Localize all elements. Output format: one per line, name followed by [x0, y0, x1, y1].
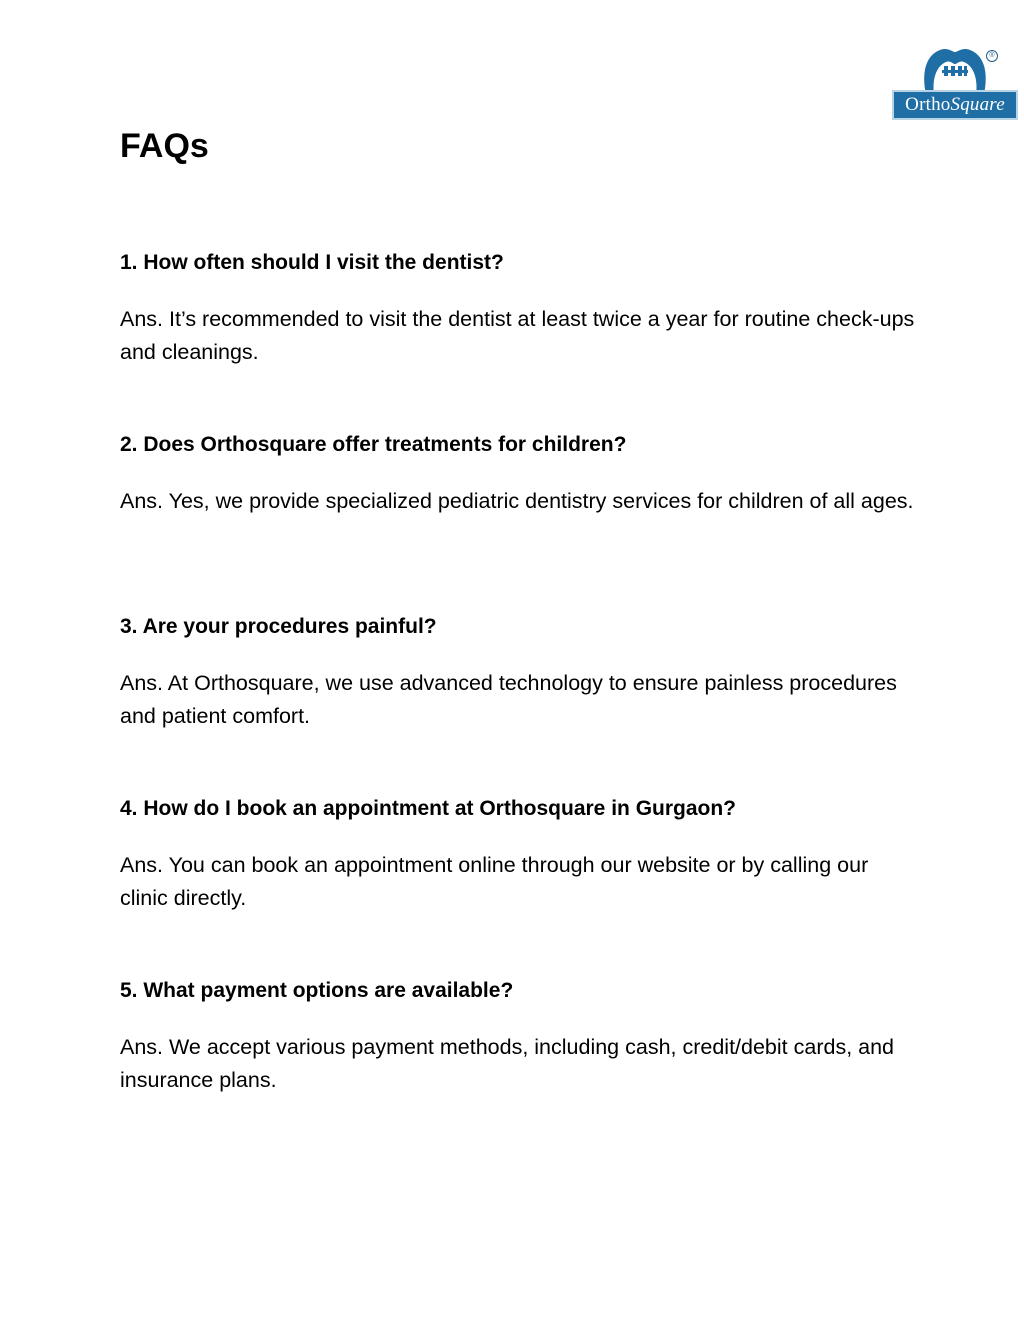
faq-question: 5. What payment options are available? — [120, 979, 514, 1002]
page-title: FAQs — [120, 127, 209, 165]
logo-wordmark-suffix: Square — [950, 94, 1005, 115]
faq-item — [120, 247, 920, 429]
registered-mark: ® — [986, 50, 998, 62]
faq-answer: Ans. You can book an appointment online through our website or by calling our clinic directly. — [120, 853, 869, 910]
faq-item — [120, 611, 920, 793]
faq-question: 2. Does Orthosquare offer treatments for children? — [120, 433, 627, 456]
faq-answer: Ans. We accept various payment methods, including cash, credit/debit cards, and insurance plans. — [120, 1035, 895, 1092]
logo-wordmark — [892, 90, 1018, 120]
faq-answer: Ans. Yes, we provide specialized pediatric dentistry services for children of all ages. — [120, 489, 914, 513]
faq-answer: Ans. At Orthosquare, we use advanced technology to ensure painless procedures and patient comfort. — [120, 671, 897, 728]
faq-item — [120, 429, 920, 611]
faq-item — [120, 793, 920, 975]
faq-item — [120, 975, 920, 1157]
faq-answer: Ans. It’s recommended to visit the dentist at least twice a year for routine check-ups and cleanings. — [120, 307, 915, 364]
faq-list — [120, 247, 920, 1157]
orthosquare-logo — [892, 46, 1022, 122]
logo-wordmark-prefix: Ortho — [905, 94, 951, 115]
tooth-braces-icon — [920, 46, 990, 94]
faq-question: 3. Are your procedures painful? — [120, 615, 437, 638]
faq-question: 4. How do I book an appointment at Orthosquare in Gurgaon? — [120, 797, 737, 820]
faq-question: 1. How often should I visit the dentist? — [120, 251, 504, 274]
